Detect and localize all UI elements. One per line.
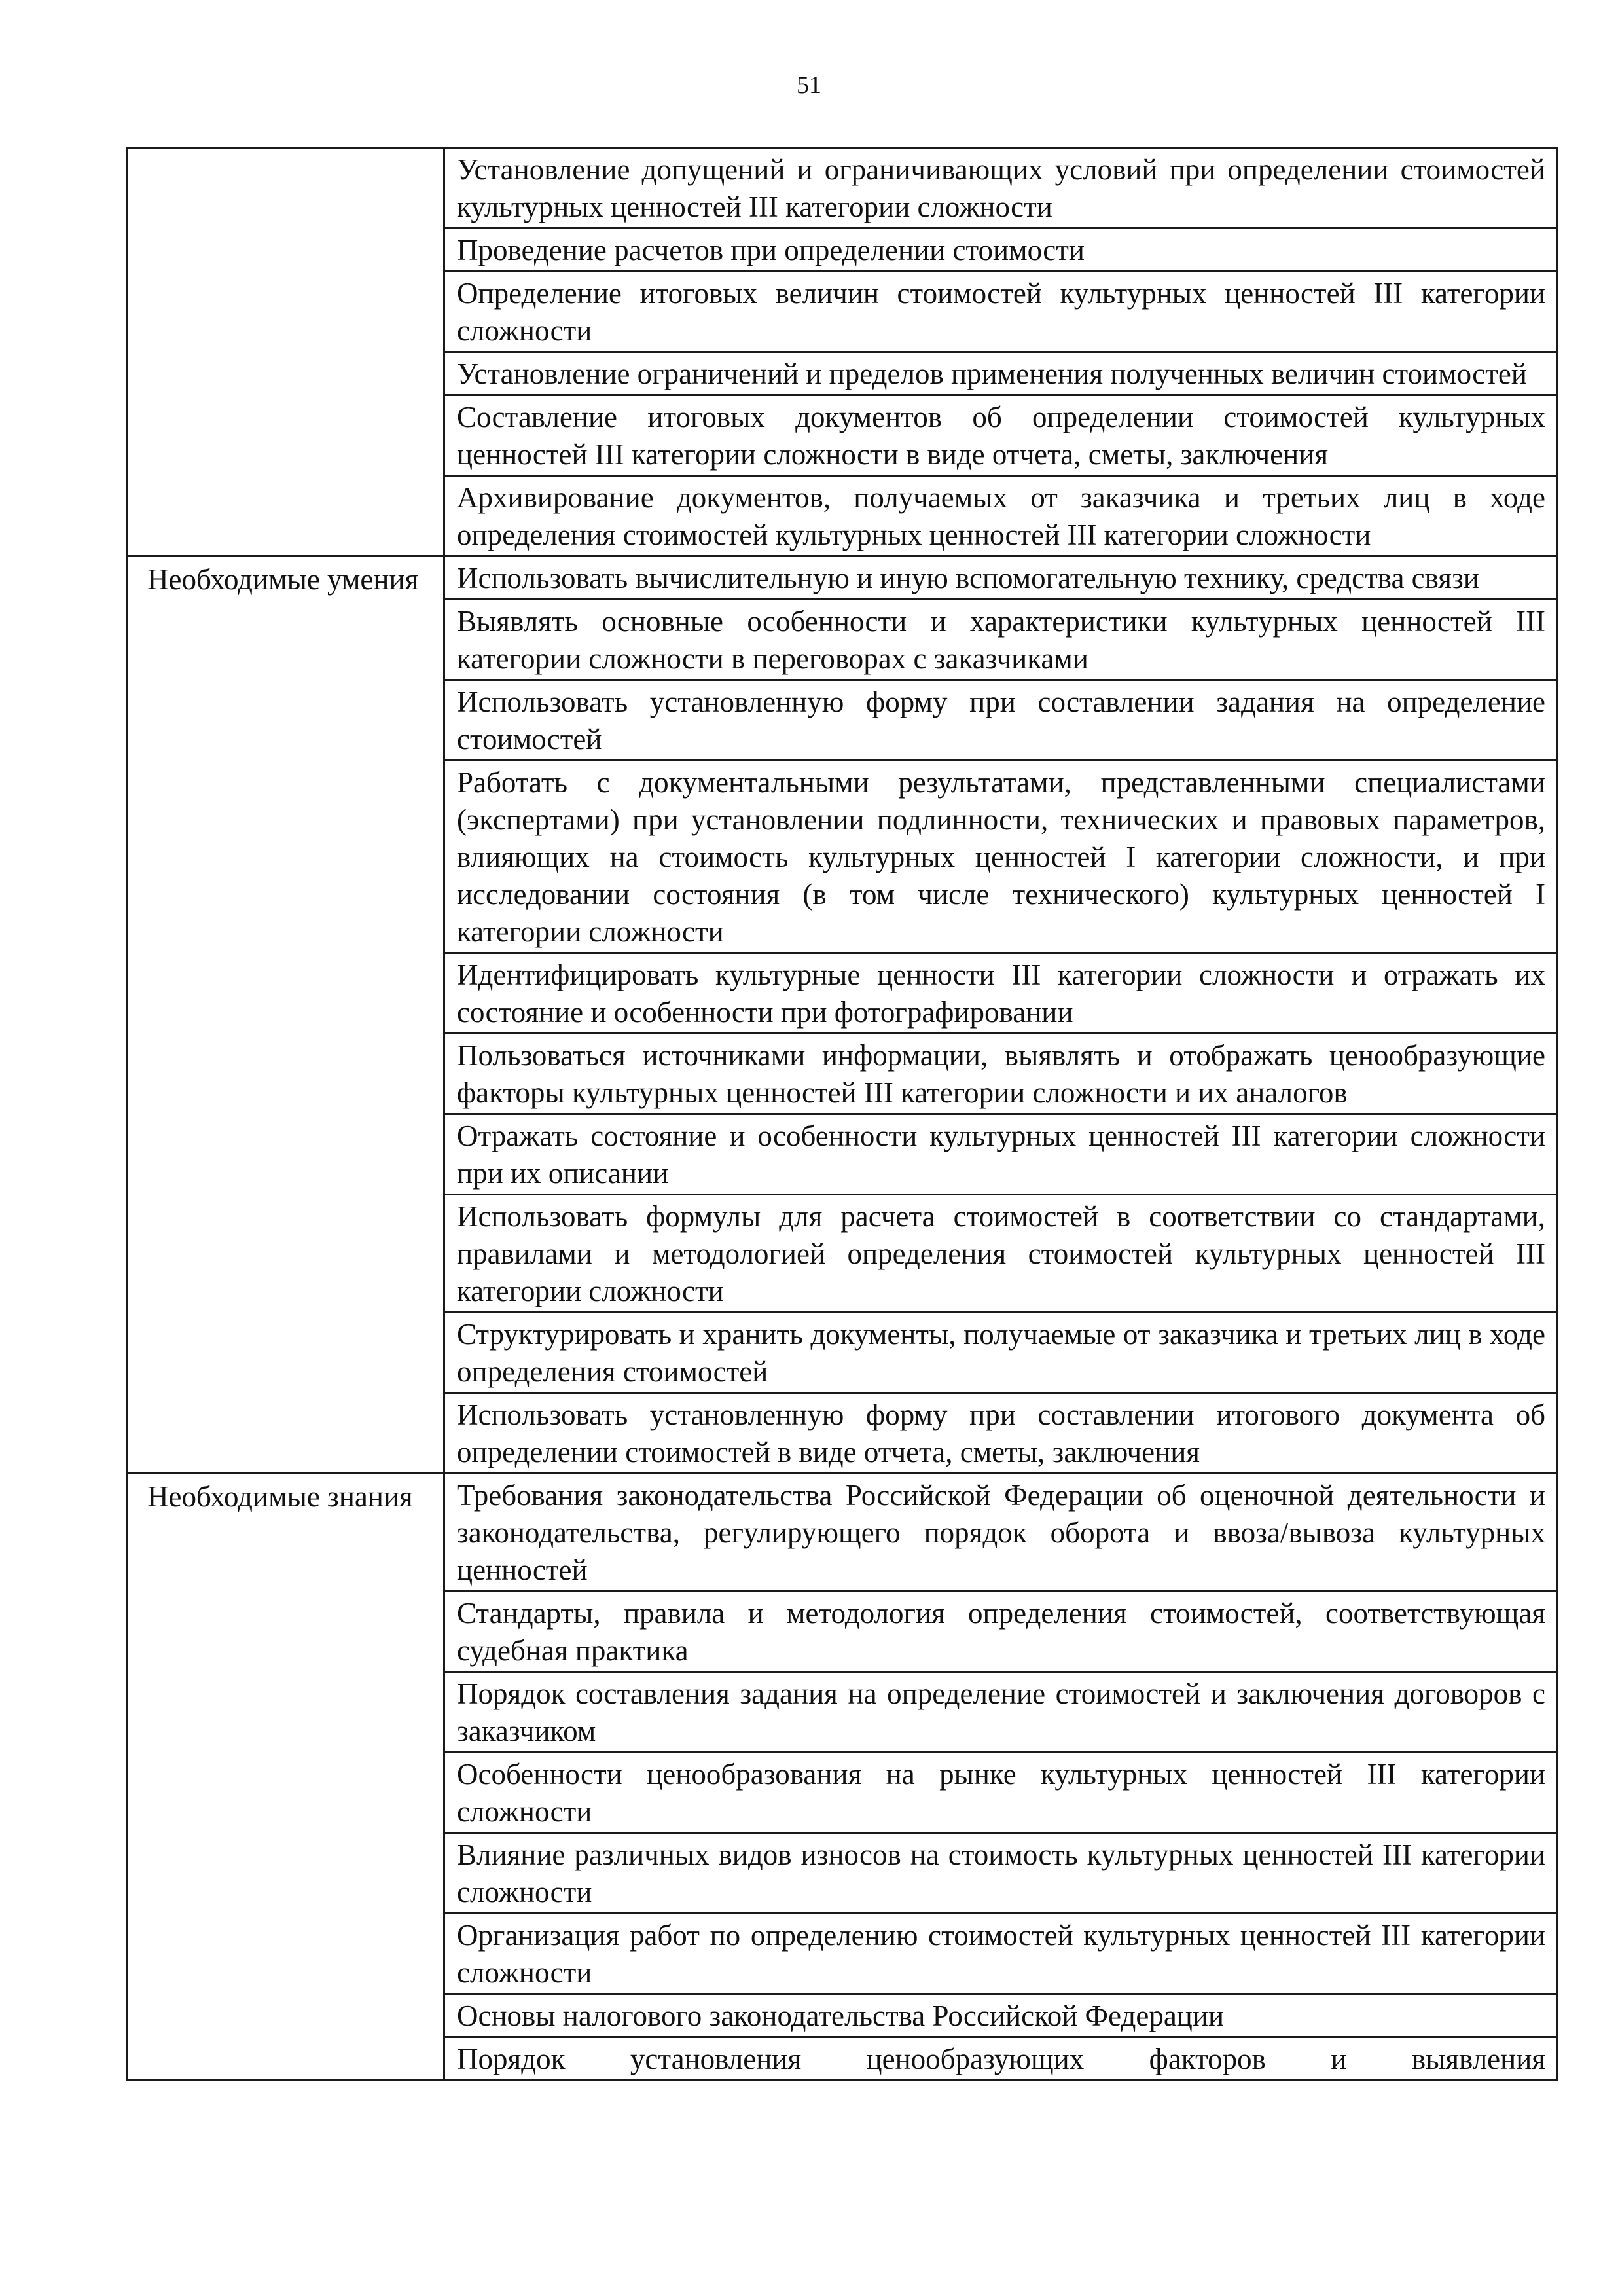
table-cell: Структурировать и хранить документы, получаемые от заказчика и третьих лиц в ходе определения стоимостей bbox=[444, 1313, 1557, 1393]
table-row bbox=[127, 148, 1557, 228]
table-row bbox=[127, 1474, 1557, 1592]
table-cell: Выявлять основные особенности и характеристики культурных ценностей III категории сложности в переговорах с заказчиками bbox=[444, 600, 1557, 680]
table-cell: Работать с документальными результатами, представленными специалистами (экспертами) при установлении подлинности, технических и правовых параметров, влияющих на стоимость культурных ценностей I категории сложности, и при исследовании состояния (в том числе технического) культурных ценностей I категории сложности bbox=[444, 761, 1557, 953]
table-cell: Требования законодательства Российской Федерации об оценочной деятельности и законодательства, регулирующего порядок оборота и ввоза/вывоза культурных ценностей bbox=[444, 1474, 1557, 1592]
table-cell: Основы налогового законодательства Российской Федерации bbox=[444, 1994, 1557, 2037]
table-cell: Стандарты, правила и методология определения стоимостей, соответствующая судебная практика bbox=[444, 1592, 1557, 1672]
table-cell: Установление ограничений и пределов применения полученных величин стоимостей bbox=[444, 352, 1557, 395]
table-cell: Пользоваться источниками информации, выявлять и отображать ценообразующие факторы культурных ценностей III категории сложности и их аналогов bbox=[444, 1034, 1557, 1114]
table-cell: Установление допущений и ограничивающих условий при определении стоимостей культурных ценностей III категории сложности bbox=[444, 148, 1557, 228]
table-row bbox=[127, 556, 1557, 600]
table-cell: Составление итоговых документов об определении стоимостей культурных ценностей III категории сложности в виде отчета, сметы, заключения bbox=[444, 395, 1557, 476]
table-cell: Проведение расчетов при определении стоимости bbox=[444, 228, 1557, 272]
table-cell: Использовать установленную форму при составлении задания на определение стоимостей bbox=[444, 680, 1557, 761]
table-cell: Использовать установленную форму при составлении итогового документа об определении стоимостей в виде отчета, сметы, заключения bbox=[444, 1393, 1557, 1474]
table-cell: Порядок установления ценообразующих факторов и выявления bbox=[444, 2037, 1557, 2081]
section-label-skills: Необходимые умения bbox=[127, 556, 444, 1474]
section-label-knowledge: Необходимые знания bbox=[127, 1474, 444, 2081]
table-cell: Особенности ценообразования на рынке культурных ценностей III категории сложности bbox=[444, 1753, 1557, 1833]
table-cell: Организация работ по определению стоимостей культурных ценностей III категории сложности bbox=[444, 1914, 1557, 1994]
page-number: 51 bbox=[797, 71, 821, 99]
table-cell: Архивирование документов, получаемых от заказчика и третьих лиц в ходе определения стоимостей культурных ценностей III категории сложности bbox=[444, 476, 1557, 556]
table-cell: Отражать состояние и особенности культурных ценностей III категории сложности при их описании bbox=[444, 1114, 1557, 1195]
competency-table bbox=[126, 147, 1558, 2081]
section-label-empty bbox=[127, 148, 444, 556]
table-cell: Определение итоговых величин стоимостей культурных ценностей III категории сложности bbox=[444, 272, 1557, 352]
table-cell: Идентифицировать культурные ценности III категории сложности и отражать их состояние и особенности при фотографировании bbox=[444, 953, 1557, 1034]
table-cell: Использовать вычислительную и иную вспомогательную технику, средства связи bbox=[444, 556, 1557, 600]
table-cell: Использовать формулы для расчета стоимостей в соответствии со стандартами, правилами и методологией определения стоимостей культурных ценностей III категории сложности bbox=[444, 1195, 1557, 1313]
table-cell: Порядок составления задания на определение стоимостей и заключения договоров с заказчиком bbox=[444, 1672, 1557, 1753]
table-cell: Влияние различных видов износов на стоимость культурных ценностей III категории сложности bbox=[444, 1833, 1557, 1914]
